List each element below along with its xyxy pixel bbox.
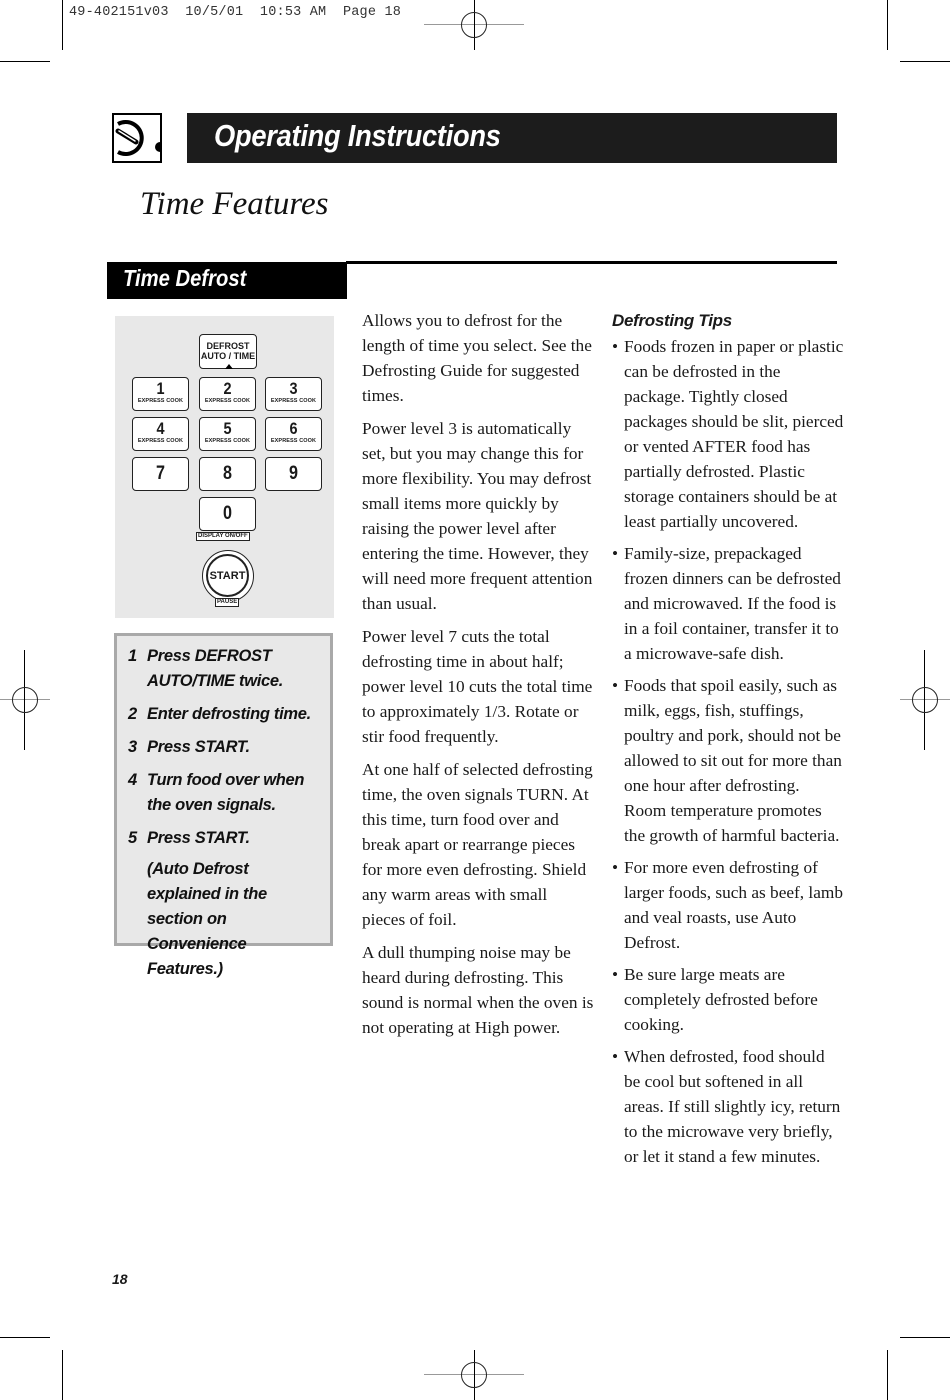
step-item: 5 Press START. bbox=[128, 829, 250, 847]
crop-mark-br-v bbox=[887, 1350, 888, 1400]
step-note: (Auto Defrost explained in the section on Convenience Features.) bbox=[147, 860, 267, 978]
key-5[interactable]: 5 EXPRESS COOK bbox=[199, 417, 256, 451]
defrost-auto-time-key[interactable] bbox=[199, 334, 257, 369]
title-bar bbox=[187, 113, 837, 163]
section-rule bbox=[346, 261, 837, 264]
tip-item: • For more even defrosting of larger foods, such as beef, lamb and veal roasts, use Auto Defrost. bbox=[612, 855, 844, 955]
step-item: 3 Press START. bbox=[128, 738, 250, 756]
body-paragraph: At one half of selected defrosting time, the oven signals TURN. At this time, turn food over and break apart or rearrange pieces for more even defrosting. Shield any warm areas with small pieces of foil. bbox=[362, 760, 593, 929]
microwave-dial-icon bbox=[112, 113, 162, 163]
crop-mark-tl-v bbox=[62, 0, 63, 50]
page-title: Operating Instructions bbox=[214, 118, 501, 153]
subsection-bar bbox=[107, 262, 347, 299]
indicator-arrow-icon bbox=[225, 364, 233, 369]
bullet-icon: • bbox=[612, 1047, 619, 1066]
body-paragraph: Power level 3 is automatically set, but you may change this for more flexibility. You may defrost small items more quickly by raising the power level after entering the time. However, they will need more frequent attention than usual. bbox=[362, 419, 593, 613]
key-4[interactable]: 4 EXPRESS COOK bbox=[132, 417, 189, 451]
defrost-key-line1: DEFROST bbox=[206, 341, 250, 351]
start-button[interactable] bbox=[202, 550, 254, 602]
step-item: 4 Turn food over when the oven signals. bbox=[128, 771, 305, 814]
key-7[interactable]: 7 bbox=[132, 457, 189, 491]
key-2[interactable]: 2 EXPRESS COOK bbox=[199, 377, 256, 411]
pause-label: PAUSE bbox=[217, 599, 238, 605]
crop-mark-bl-h bbox=[0, 1337, 50, 1338]
key-6[interactable]: 6 EXPRESS COOK bbox=[265, 417, 322, 451]
tip-item: • Family-size, prepackaged frozen dinners can be defrosted and microwaved. If the food is in a foil container, transfer it to a microwave-safe dish. bbox=[612, 541, 844, 666]
key-8[interactable]: 8 bbox=[199, 457, 256, 491]
key-1[interactable]: 1 EXPRESS COOK bbox=[132, 377, 189, 411]
tip-item: • Be sure large meats are completely defrosted before cooking. bbox=[612, 962, 844, 1037]
crop-mark-bl-v bbox=[62, 1350, 63, 1400]
bullet-icon: • bbox=[612, 965, 619, 984]
step-item: 2 Enter defrosting time. bbox=[128, 705, 311, 723]
bullet-icon: • bbox=[612, 337, 619, 356]
crop-mark-tr-v bbox=[887, 0, 888, 50]
bullet-icon: • bbox=[612, 676, 619, 695]
key-3[interactable]: 3 EXPRESS COOK bbox=[265, 377, 322, 411]
tip-item: • When defrosted, food should be cool but softened in all areas. If still slightly icy, return to the microwave very briefly, or let it stand a few minutes. bbox=[612, 1044, 844, 1169]
body-paragraph: Power level 7 cuts the total defrosting time in about half; power level 10 cuts the total time to approximately 1/3. Rotate or stir food frequently. bbox=[362, 627, 593, 746]
tips-column bbox=[612, 309, 844, 1176]
keypad-illustration bbox=[115, 316, 334, 618]
printer-slug: 49-402151v03 10/5/01 10:53 AM Page 18 bbox=[69, 5, 402, 20]
start-label: START bbox=[206, 554, 249, 597]
body-paragraph: Allows you to defrost for the length of time you select. See the Defrosting Guide for suggested times. bbox=[362, 311, 592, 405]
display-on-off-label: DISPLAY ON/OFF bbox=[198, 533, 248, 539]
subsection-title: Time Defrost bbox=[123, 265, 247, 291]
defrost-key-line2: AUTO / TIME bbox=[200, 351, 256, 361]
key-9[interactable]: 9 bbox=[265, 457, 322, 491]
tip-item: • Foods frozen in paper or plastic can be defrosted in the package. Tightly closed packages should be slit, pierced or vented AFTER food has partially defrosted. Plastic storage containers should be at least partially uncovered. bbox=[612, 334, 844, 534]
bullet-icon: • bbox=[612, 858, 619, 877]
section-heading: Time Features bbox=[140, 186, 329, 222]
steps-box bbox=[114, 633, 333, 978]
body-paragraph: A dull thumping noise may be heard during defrosting. This sound is normal when the oven is not operating at High power. bbox=[362, 943, 594, 1037]
crop-mark-br-h bbox=[900, 1337, 950, 1338]
body-column bbox=[362, 308, 594, 1048]
key-0[interactable]: 0 bbox=[199, 497, 256, 531]
crop-mark-tl-h bbox=[0, 61, 50, 62]
bullet-icon: • bbox=[612, 544, 619, 563]
tips-heading: Defrosting Tips bbox=[612, 311, 732, 330]
step-item: 1 Press DEFROST AUTO/TIME twice. bbox=[128, 647, 284, 690]
page-number: 18 bbox=[112, 1271, 128, 1287]
crop-mark-tr-h bbox=[900, 61, 950, 62]
tip-item: • Foods that spoil easily, such as milk, eggs, fish, stuffings, poultry and pork, should not be allowed to sit out for more than one hour after defrosting. Room temperature promotes the growth of harmful bacteria. bbox=[612, 673, 844, 848]
